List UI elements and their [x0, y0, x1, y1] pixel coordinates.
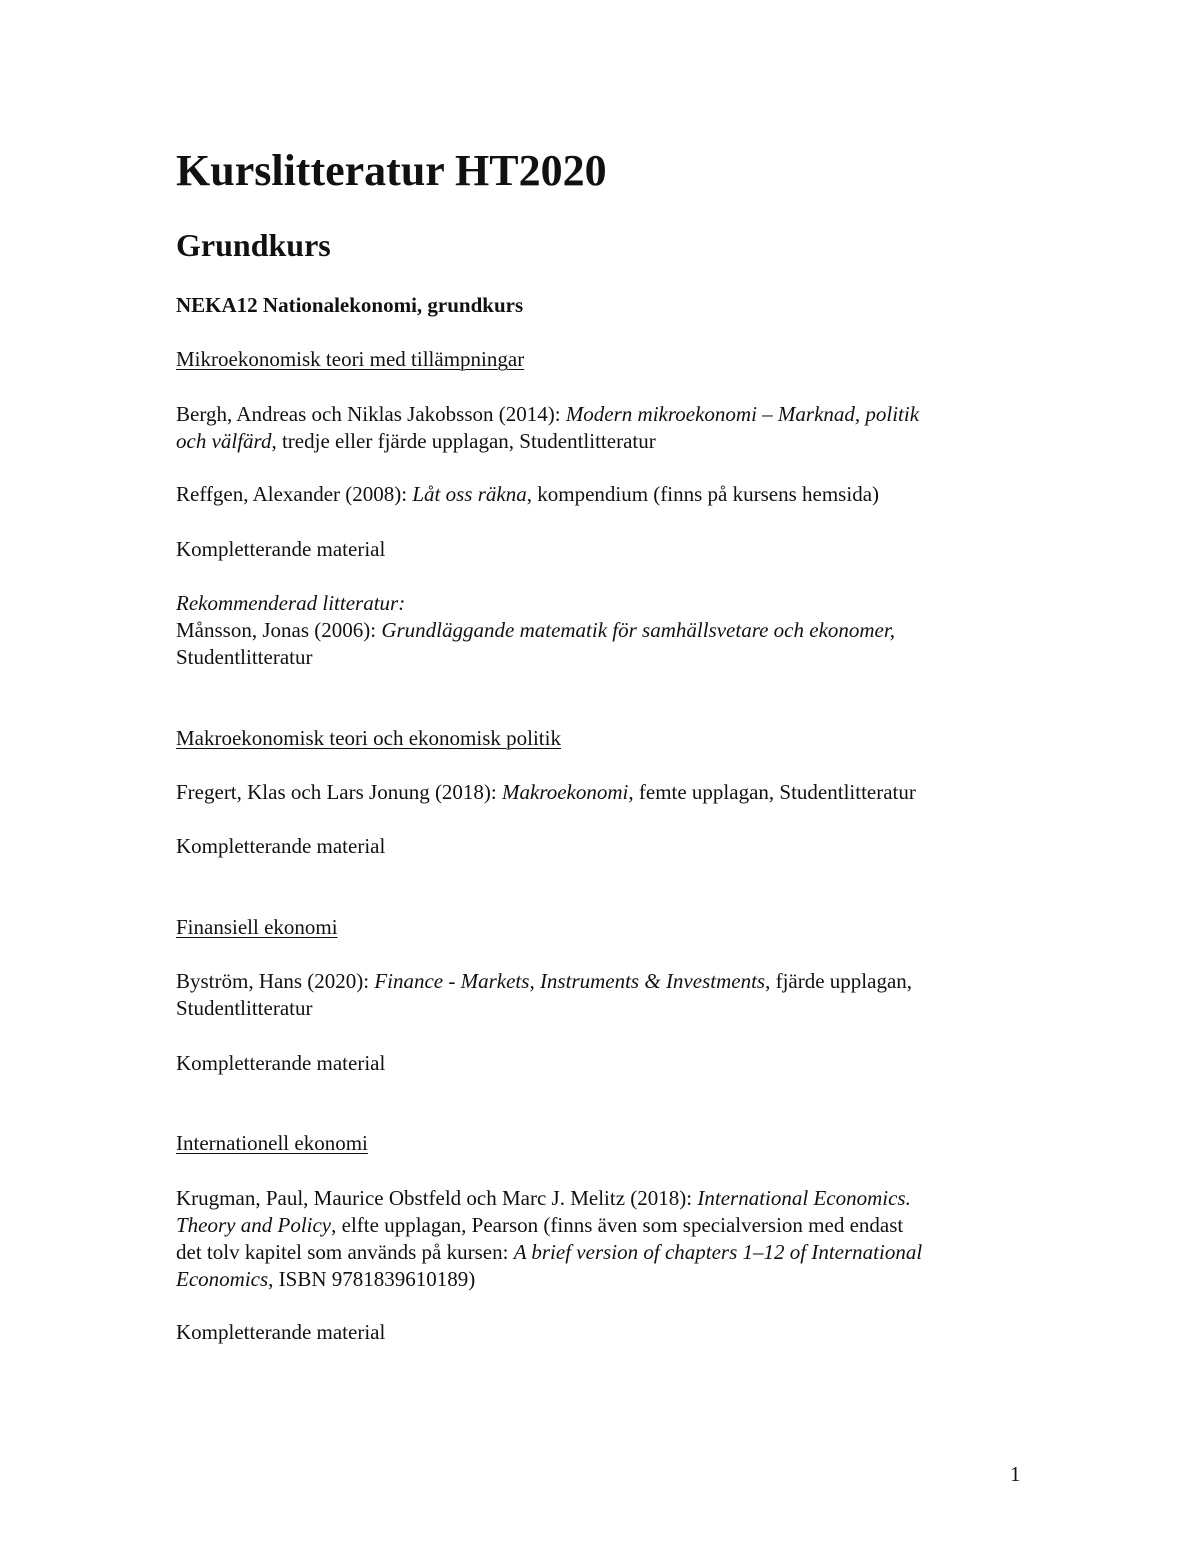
section-heading-macro: [176, 725, 1026, 752]
reference-author: Bergh, Andreas och Niklas Jakobsson (2014):: [176, 402, 566, 426]
level-heading: Grundkurs: [176, 227, 331, 263]
reference-title: International Economics.: [697, 1186, 911, 1210]
reference-title: Theory and Policy: [176, 1213, 332, 1237]
reference-bystrom: [176, 968, 1026, 1022]
reference-title: Modern mikroekonomi – Marknad, politik: [565, 402, 920, 426]
reference-author: Krugman, Paul, Maurice Obstfeld och Marc J. Melitz (2018):: [176, 1186, 698, 1210]
reference-title: A brief version of chapters 1–12 of International: [513, 1240, 923, 1264]
reference-krugman: [176, 1185, 1026, 1293]
reference-title: Makroekonomi: [502, 780, 629, 804]
recommended-literature: [176, 590, 1026, 671]
reference-line: [176, 428, 1026, 455]
reference-line: [176, 968, 1026, 995]
reference-author: Byström, Hans (2020):: [176, 969, 375, 993]
supplementary-material: Kompletterande material: [176, 834, 386, 858]
supplementary-material: Kompletterande material: [176, 537, 386, 561]
reference-title: Låt oss räkna: [412, 482, 527, 506]
reference-title: Economics: [176, 1267, 269, 1291]
reference-author: Reffgen, Alexander (2008):: [176, 482, 413, 506]
reference-details: , kompendium (finns på kursens hemsida): [526, 482, 880, 506]
section-heading-text: Internationell ekonomi: [176, 1131, 368, 1155]
reference-details: , tredje eller fjärde upplagan, Studentlitteratur: [271, 429, 656, 453]
reference-author: Månsson, Jonas (2006):: [176, 618, 382, 642]
section-heading-finance: [176, 914, 1026, 941]
reference-title: och välfärd: [176, 429, 272, 453]
reference-line: [176, 617, 1026, 644]
supplementary-material: Kompletterande material: [176, 1320, 386, 1344]
reference-details: det tolv kapitel som används på kursen:: [176, 1240, 514, 1264]
section-heading-text: Mikroekonomisk teori med tillämpningar: [176, 347, 525, 371]
reference-bergh: [176, 401, 1026, 455]
reference-publisher: Studentlitteratur: [176, 996, 313, 1020]
section-heading-text: Finansiell ekonomi: [176, 915, 338, 939]
page-number: 1: [1010, 1462, 1021, 1486]
section-heading-international: [176, 1130, 1026, 1157]
reference-line: [176, 1266, 1026, 1293]
section-heading-micro: [176, 346, 1026, 373]
reference-details: , ISBN 9781839610189): [268, 1267, 476, 1291]
recommended-label: Rekommenderad litteratur:: [176, 591, 406, 615]
reference-line: [176, 1212, 1026, 1239]
reference-author: Fregert, Klas och Lars Jonung (2018):: [176, 780, 503, 804]
reference-line: [176, 1185, 1026, 1212]
document-title: Kurslitteratur HT2020: [176, 146, 607, 195]
reference-details: , fjärde upplagan,: [765, 969, 913, 993]
reference-line: [176, 1239, 1026, 1266]
reference-line: [176, 401, 1026, 428]
section-heading-text: Makroekonomisk teori och ekonomisk politik: [176, 726, 561, 750]
supplementary-material: Kompletterande material: [176, 1051, 386, 1075]
reference-reffgen: [176, 481, 1026, 508]
reference-details: , femte upplagan, Studentlitteratur: [628, 780, 916, 804]
course-heading: NEKA12 Nationalekonomi, grundkurs: [176, 293, 524, 317]
reference-title: Finance - Markets, Instruments & Investments: [374, 969, 766, 993]
reference-fregert: [176, 779, 1026, 806]
reference-details: , elfte upplagan, Pearson (finns även som specialversion med endast: [331, 1213, 904, 1237]
reference-title: Grundläggande matematik för samhällsvetare och ekonomer,: [381, 618, 895, 642]
reference-publisher: Studentlitteratur: [176, 645, 313, 669]
